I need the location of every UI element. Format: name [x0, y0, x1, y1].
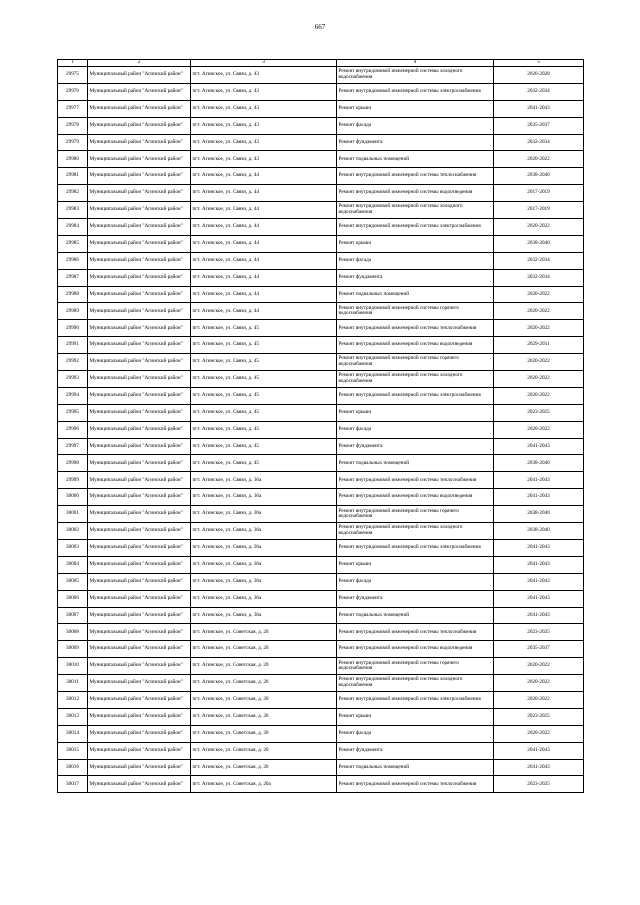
address-cell: пгт. Агинское, ул. Советская, д. 20	[191, 658, 337, 675]
period-cell: 2041-2043	[494, 100, 584, 117]
period-cell: 2041-2043	[494, 556, 584, 573]
municipality-cell: Муниципальный район "Агинский район"	[88, 235, 191, 252]
period-cell: 2041-2043	[494, 759, 584, 776]
period-cell: 2041-2043	[494, 607, 584, 624]
address-cell: пгт. Агинское, ул. Связи, д. 45	[191, 371, 337, 388]
address-cell: пгт. Агинское, ул. Связи, д. 43	[191, 100, 337, 117]
row-number: 29993	[58, 371, 88, 388]
period-cell: 2041-2043	[494, 573, 584, 590]
period-cell: 2041-2043	[494, 472, 584, 489]
municipality-cell: Муниципальный район "Агинский район"	[88, 455, 191, 472]
row-number: 29984	[58, 219, 88, 236]
period-cell: 2023-2025	[494, 404, 584, 421]
period-cell: 2038-2040	[494, 523, 584, 540]
address-cell: пгт. Агинское, ул. Советская, д. 20а	[191, 776, 337, 793]
work-type-cell: Ремонт подвальных помещений	[337, 151, 494, 168]
address-cell: пгт. Агинское, ул. Связи, д. 44	[191, 235, 337, 252]
address-cell: пгт. Агинское, ул. Связи, д. 36а	[191, 573, 337, 590]
row-number: 29994	[58, 387, 88, 404]
period-cell: 2020-2022	[494, 691, 584, 708]
work-type-cell: Ремонт внутридомовой инженерной системы электроснабжения	[337, 539, 494, 556]
row-number: 29975	[58, 67, 88, 84]
period-cell: 2023-2025	[494, 624, 584, 641]
period-cell: 2023-2025	[494, 776, 584, 793]
table-row	[58, 202, 584, 219]
row-number: 29982	[58, 185, 88, 202]
work-type-cell: Ремонт внутридомовой инженерной системы электроснабжения	[337, 219, 494, 236]
work-type-cell: Ремонт внутридомовой инженерной системы теплоснабжения	[337, 624, 494, 641]
table-row	[58, 371, 584, 388]
address-cell: пгт. Агинское, ул. Советская, д. 20	[191, 708, 337, 725]
row-number: 29999	[58, 472, 88, 489]
row-number: 30007	[58, 607, 88, 624]
period-cell: 2020-2022	[494, 151, 584, 168]
table-row	[58, 539, 584, 556]
municipality-cell: Муниципальный район "Агинский район"	[88, 776, 191, 793]
municipality-cell: Муниципальный район "Агинский район"	[88, 641, 191, 658]
work-type-cell: Ремонт внутридомовой инженерной системы горячего водоснабжения	[337, 658, 494, 675]
work-type-cell: Ремонт внутридомовой инженерной системы водоотведения	[337, 185, 494, 202]
row-number: 29998	[58, 455, 88, 472]
period-cell: 2041-2043	[494, 590, 584, 607]
period-cell: 2029-2031	[494, 337, 584, 354]
row-number: 30009	[58, 641, 88, 658]
municipality-cell: Муниципальный район "Агинский район"	[88, 387, 191, 404]
municipality-cell: Муниципальный район "Агинский район"	[88, 607, 191, 624]
period-cell: 2038-2040	[494, 506, 584, 523]
work-type-cell: Ремонт фасада	[337, 252, 494, 269]
period-cell: 2032-2034	[494, 134, 584, 151]
municipality-cell: Муниципальный район "Агинский район"	[88, 590, 191, 607]
row-number: 30010	[58, 658, 88, 675]
row-number: 30017	[58, 776, 88, 793]
work-type-cell: Ремонт внутридомовой инженерной системы водоотведения	[337, 489, 494, 506]
address-cell: пгт. Агинское, ул. Советская, д. 20	[191, 725, 337, 742]
period-cell: 2035-2037	[494, 117, 584, 134]
table-row	[58, 472, 584, 489]
municipality-cell: Муниципальный район "Агинский район"	[88, 675, 191, 692]
work-type-cell: Ремонт внутридомовой инженерной системы горячего водоснабжения	[337, 506, 494, 523]
row-number: 30004	[58, 556, 88, 573]
row-number: 29977	[58, 100, 88, 117]
row-number: 29987	[58, 269, 88, 286]
address-cell: пгт. Агинское, ул. Связи, д. 44	[191, 219, 337, 236]
row-number: 30002	[58, 523, 88, 540]
table-row	[58, 523, 584, 540]
repair-schedule-table	[57, 59, 584, 793]
row-number: 29985	[58, 235, 88, 252]
table-row	[58, 387, 584, 404]
row-number: 29979	[58, 134, 88, 151]
period-cell: 2020-2022	[494, 387, 584, 404]
period-cell: 2041-2043	[494, 438, 584, 455]
work-type-cell: Ремонт фасада	[337, 421, 494, 438]
row-number: 29992	[58, 354, 88, 371]
work-type-cell: Ремонт подвальных помещений	[337, 455, 494, 472]
municipality-cell: Муниципальный район "Агинский район"	[88, 320, 191, 337]
row-number: 29990	[58, 320, 88, 337]
table-row	[58, 117, 584, 134]
work-type-cell: Ремонт крыши	[337, 235, 494, 252]
address-cell: пгт. Агинское, ул. Связи, д. 36а	[191, 607, 337, 624]
table-row	[58, 303, 584, 320]
column-number-row	[58, 60, 584, 67]
work-type-cell: Ремонт фундамента	[337, 590, 494, 607]
work-type-cell: Ремонт внутридомовой инженерной системы теплоснабжения	[337, 776, 494, 793]
period-cell: 2038-2040	[494, 168, 584, 185]
address-cell: пгт. Агинское, ул. Советская, д. 20	[191, 759, 337, 776]
municipality-cell: Муниципальный район "Агинский район"	[88, 371, 191, 388]
period-cell: 2020-2022	[494, 219, 584, 236]
row-number: 29986	[58, 252, 88, 269]
work-type-cell: Ремонт фундамента	[337, 438, 494, 455]
work-type-cell: Ремонт фасада	[337, 725, 494, 742]
municipality-cell: Муниципальный район "Агинский район"	[88, 354, 191, 371]
table-row	[58, 185, 584, 202]
column-number: 2	[88, 60, 191, 67]
address-cell: пгт. Агинское, ул. Связи, д. 36а	[191, 523, 337, 540]
table-row	[58, 100, 584, 117]
table-row	[58, 269, 584, 286]
table-row	[58, 151, 584, 168]
column-number: 4	[337, 60, 494, 67]
address-cell: пгт. Агинское, ул. Связи, д. 45	[191, 404, 337, 421]
municipality-cell: Муниципальный район "Агинский район"	[88, 134, 191, 151]
municipality-cell: Муниципальный район "Агинский район"	[88, 742, 191, 759]
address-cell: пгт. Агинское, ул. Связи, д. 36а	[191, 539, 337, 556]
municipality-cell: Муниципальный район "Агинский район"	[88, 472, 191, 489]
row-number: 29996	[58, 421, 88, 438]
table-row	[58, 776, 584, 793]
work-type-cell: Ремонт фасада	[337, 573, 494, 590]
row-number: 30015	[58, 742, 88, 759]
work-type-cell: Ремонт внутридомовой инженерной системы горячего водоснабжения	[337, 303, 494, 320]
period-cell: 2035-2037	[494, 641, 584, 658]
municipality-cell: Муниципальный район "Агинский район"	[88, 202, 191, 219]
table-body	[58, 67, 584, 793]
table-row	[58, 235, 584, 252]
work-type-cell: Ремонт внутридомовой инженерной системы водоотведения	[337, 641, 494, 658]
address-cell: пгт. Агинское, ул. Связи, д. 45	[191, 438, 337, 455]
row-number: 30013	[58, 708, 88, 725]
address-cell: пгт. Агинское, ул. Связи, д. 44	[191, 202, 337, 219]
table-row	[58, 489, 584, 506]
municipality-cell: Муниципальный район "Агинский район"	[88, 219, 191, 236]
table-row	[58, 286, 584, 303]
table-row	[58, 168, 584, 185]
period-cell: 2038-2040	[494, 455, 584, 472]
table-row	[58, 252, 584, 269]
address-cell: пгт. Агинское, ул. Связи, д. 36а	[191, 556, 337, 573]
table-row	[58, 219, 584, 236]
table-row	[58, 83, 584, 100]
table-row	[58, 641, 584, 658]
municipality-cell: Муниципальный район "Агинский район"	[88, 708, 191, 725]
address-cell: пгт. Агинское, ул. Советская, д. 20	[191, 675, 337, 692]
municipality-cell: Муниципальный район "Агинский район"	[88, 151, 191, 168]
row-number: 30001	[58, 506, 88, 523]
work-type-cell: Ремонт крыши	[337, 708, 494, 725]
work-type-cell: Ремонт внутридомовой инженерной системы электроснабжения	[337, 387, 494, 404]
address-cell: пгт. Агинское, ул. Связи, д. 44	[191, 168, 337, 185]
period-cell: 2020-2022	[494, 421, 584, 438]
work-type-cell: Ремонт внутридомовой инженерной системы холодного водоснабжения	[337, 675, 494, 692]
work-type-cell: Ремонт подвальных помещений	[337, 759, 494, 776]
period-cell: 2032-2034	[494, 252, 584, 269]
table-row	[58, 67, 584, 84]
municipality-cell: Муниципальный район "Агинский район"	[88, 523, 191, 540]
municipality-cell: Муниципальный район "Агинский район"	[88, 489, 191, 506]
table-row	[58, 607, 584, 624]
table-row	[58, 725, 584, 742]
municipality-cell: Муниципальный район "Агинский район"	[88, 286, 191, 303]
period-cell: 2020-2022	[494, 658, 584, 675]
address-cell: пгт. Агинское, ул. Связи, д. 45	[191, 387, 337, 404]
column-number: 5	[494, 60, 584, 67]
work-type-cell: Ремонт крыши	[337, 404, 494, 421]
municipality-cell: Муниципальный район "Агинский район"	[88, 83, 191, 100]
address-cell: пгт. Агинское, ул. Связи, д. 43	[191, 83, 337, 100]
row-number: 29981	[58, 168, 88, 185]
table-row	[58, 708, 584, 725]
period-cell: 2020-2022	[494, 320, 584, 337]
table-row	[58, 590, 584, 607]
period-cell: 2017-2019	[494, 202, 584, 219]
municipality-cell: Муниципальный район "Агинский район"	[88, 252, 191, 269]
municipality-cell: Муниципальный район "Агинский район"	[88, 725, 191, 742]
table-row	[58, 354, 584, 371]
row-number: 29988	[58, 286, 88, 303]
municipality-cell: Муниципальный район "Агинский район"	[88, 421, 191, 438]
work-type-cell: Ремонт внутридомовой инженерной системы холодного водоснабжения	[337, 523, 494, 540]
address-cell: пгт. Агинское, ул. Связи, д. 43	[191, 67, 337, 84]
work-type-cell: Ремонт фундамента	[337, 269, 494, 286]
work-type-cell: Ремонт фундамента	[337, 134, 494, 151]
work-type-cell: Ремонт внутридомовой инженерной системы холодного водоснабжения	[337, 371, 494, 388]
work-type-cell: Ремонт фасада	[337, 117, 494, 134]
row-number: 29997	[58, 438, 88, 455]
table-row	[58, 134, 584, 151]
row-number: 30012	[58, 691, 88, 708]
work-type-cell: Ремонт внутридомовой инженерной системы теплоснабжения	[337, 168, 494, 185]
table-row	[58, 421, 584, 438]
row-number: 30003	[58, 539, 88, 556]
page-number: 667	[314, 23, 326, 31]
address-cell: пгт. Агинское, ул. Связи, д. 43	[191, 134, 337, 151]
table-row	[58, 438, 584, 455]
work-type-cell: Ремонт внутридомовой инженерной системы холодного водоснабжения	[337, 67, 494, 84]
address-cell: пгт. Агинское, ул. Связи, д. 36а	[191, 489, 337, 506]
period-cell: 2020-2022	[494, 354, 584, 371]
row-number: 29995	[58, 404, 88, 421]
period-cell: 2032-2034	[494, 269, 584, 286]
address-cell: пгт. Агинское, ул. Связи, д. 44	[191, 252, 337, 269]
period-cell: 2020-2022	[494, 675, 584, 692]
address-cell: пгт. Агинское, ул. Связи, д. 45	[191, 455, 337, 472]
address-cell: пгт. Агинское, ул. Связи, д. 45	[191, 337, 337, 354]
column-number: 3	[191, 60, 337, 67]
municipality-cell: Муниципальный район "Агинский район"	[88, 658, 191, 675]
row-number: 30006	[58, 590, 88, 607]
address-cell: пгт. Агинское, ул. Связи, д. 44	[191, 303, 337, 320]
municipality-cell: Муниципальный район "Агинский район"	[88, 556, 191, 573]
municipality-cell: Муниципальный район "Агинский район"	[88, 337, 191, 354]
address-cell: пгт. Агинское, ул. Связи, д. 45	[191, 421, 337, 438]
row-number: 30008	[58, 624, 88, 641]
municipality-cell: Муниципальный район "Агинский район"	[88, 404, 191, 421]
table-row	[58, 675, 584, 692]
table-row	[58, 337, 584, 354]
table-row	[58, 658, 584, 675]
address-cell: пгт. Агинское, ул. Советская, д. 20	[191, 742, 337, 759]
address-cell: пгт. Агинское, ул. Советская, д. 20	[191, 641, 337, 658]
work-type-cell: Ремонт внутридомовой инженерной системы теплоснабжения	[337, 472, 494, 489]
municipality-cell: Муниципальный район "Агинский район"	[88, 67, 191, 84]
municipality-cell: Муниципальный район "Агинский район"	[88, 573, 191, 590]
period-cell: 2041-2043	[494, 742, 584, 759]
row-number: 29983	[58, 202, 88, 219]
address-cell: пгт. Агинское, ул. Связи, д. 44	[191, 185, 337, 202]
period-cell: 2038-2040	[494, 235, 584, 252]
municipality-cell: Муниципальный район "Агинский район"	[88, 624, 191, 641]
municipality-cell: Муниципальный район "Агинский район"	[88, 168, 191, 185]
work-type-cell: Ремонт внутридомовой инженерной системы горячего водоснабжения	[337, 354, 494, 371]
table-row	[58, 506, 584, 523]
address-cell: пгт. Агинское, ул. Связи, д. 44	[191, 269, 337, 286]
municipality-cell: Муниципальный район "Агинский район"	[88, 691, 191, 708]
table-row	[58, 455, 584, 472]
work-type-cell: Ремонт внутридомовой инженерной системы холодного водоснабжения	[337, 202, 494, 219]
municipality-cell: Муниципальный район "Агинский район"	[88, 303, 191, 320]
row-number: 30000	[58, 489, 88, 506]
row-number: 30005	[58, 573, 88, 590]
municipality-cell: Муниципальный район "Агинский район"	[88, 506, 191, 523]
row-number: 29976	[58, 83, 88, 100]
municipality-cell: Муниципальный район "Агинский район"	[88, 759, 191, 776]
row-number: 30011	[58, 675, 88, 692]
row-number: 29978	[58, 117, 88, 134]
period-cell: 2020-2022	[494, 303, 584, 320]
address-cell: пгт. Агинское, ул. Советская, д. 20	[191, 691, 337, 708]
row-number: 29980	[58, 151, 88, 168]
work-type-cell: Ремонт подвальных помещений	[337, 607, 494, 624]
address-cell: пгт. Агинское, ул. Связи, д. 43	[191, 151, 337, 168]
municipality-cell: Муниципальный район "Агинский район"	[88, 100, 191, 117]
municipality-cell: Муниципальный район "Агинский район"	[88, 117, 191, 134]
table-row	[58, 691, 584, 708]
address-cell: пгт. Агинское, ул. Связи, д. 36а	[191, 472, 337, 489]
work-type-cell: Ремонт крыши	[337, 556, 494, 573]
period-cell: 2020-2022	[494, 725, 584, 742]
period-cell: 2041-2043	[494, 539, 584, 556]
address-cell: пгт. Агинское, ул. Советская, д. 20	[191, 624, 337, 641]
period-cell: 2020-2022	[494, 286, 584, 303]
table-row	[58, 759, 584, 776]
municipality-cell: Муниципальный район "Агинский район"	[88, 185, 191, 202]
table-row	[58, 556, 584, 573]
address-cell: пгт. Агинское, ул. Связи, д. 45	[191, 354, 337, 371]
work-type-cell: Ремонт внутридомовой инженерной системы теплоснабжения	[337, 320, 494, 337]
period-cell: 2020-2022	[494, 371, 584, 388]
work-type-cell: Ремонт подвальных помещений	[337, 286, 494, 303]
period-cell: 2026-2028	[494, 67, 584, 84]
row-number: 29991	[58, 337, 88, 354]
address-cell: пгт. Агинское, ул. Связи, д. 43	[191, 117, 337, 134]
table-row	[58, 404, 584, 421]
address-cell: пгт. Агинское, ул. Связи, д. 36а	[191, 590, 337, 607]
row-number: 29989	[58, 303, 88, 320]
address-cell: пгт. Агинское, ул. Связи, д. 45	[191, 320, 337, 337]
address-cell: пгт. Агинское, ул. Связи, д. 36а	[191, 506, 337, 523]
table-row	[58, 573, 584, 590]
work-type-cell: Ремонт фундамента	[337, 742, 494, 759]
address-cell: пгт. Агинское, ул. Связи, д. 44	[191, 286, 337, 303]
row-number: 30016	[58, 759, 88, 776]
column-number: 1	[58, 60, 88, 67]
table-row	[58, 320, 584, 337]
period-cell: 2032-2034	[494, 83, 584, 100]
period-cell: 2017-2019	[494, 185, 584, 202]
table-row	[58, 742, 584, 759]
work-type-cell: Ремонт крыши	[337, 100, 494, 117]
work-type-cell: Ремонт внутридомовой инженерной системы электроснабжения	[337, 691, 494, 708]
municipality-cell: Муниципальный район "Агинский район"	[88, 539, 191, 556]
period-cell: 2023-2025	[494, 708, 584, 725]
municipality-cell: Муниципальный район "Агинский район"	[88, 269, 191, 286]
work-type-cell: Ремонт внутридомовой инженерной системы водоотведения	[337, 337, 494, 354]
period-cell: 2041-2043	[494, 489, 584, 506]
municipality-cell: Муниципальный район "Агинский район"	[88, 438, 191, 455]
row-number: 30014	[58, 725, 88, 742]
work-type-cell: Ремонт внутридомовой инженерной системы электроснабжения	[337, 83, 494, 100]
table-row	[58, 624, 584, 641]
